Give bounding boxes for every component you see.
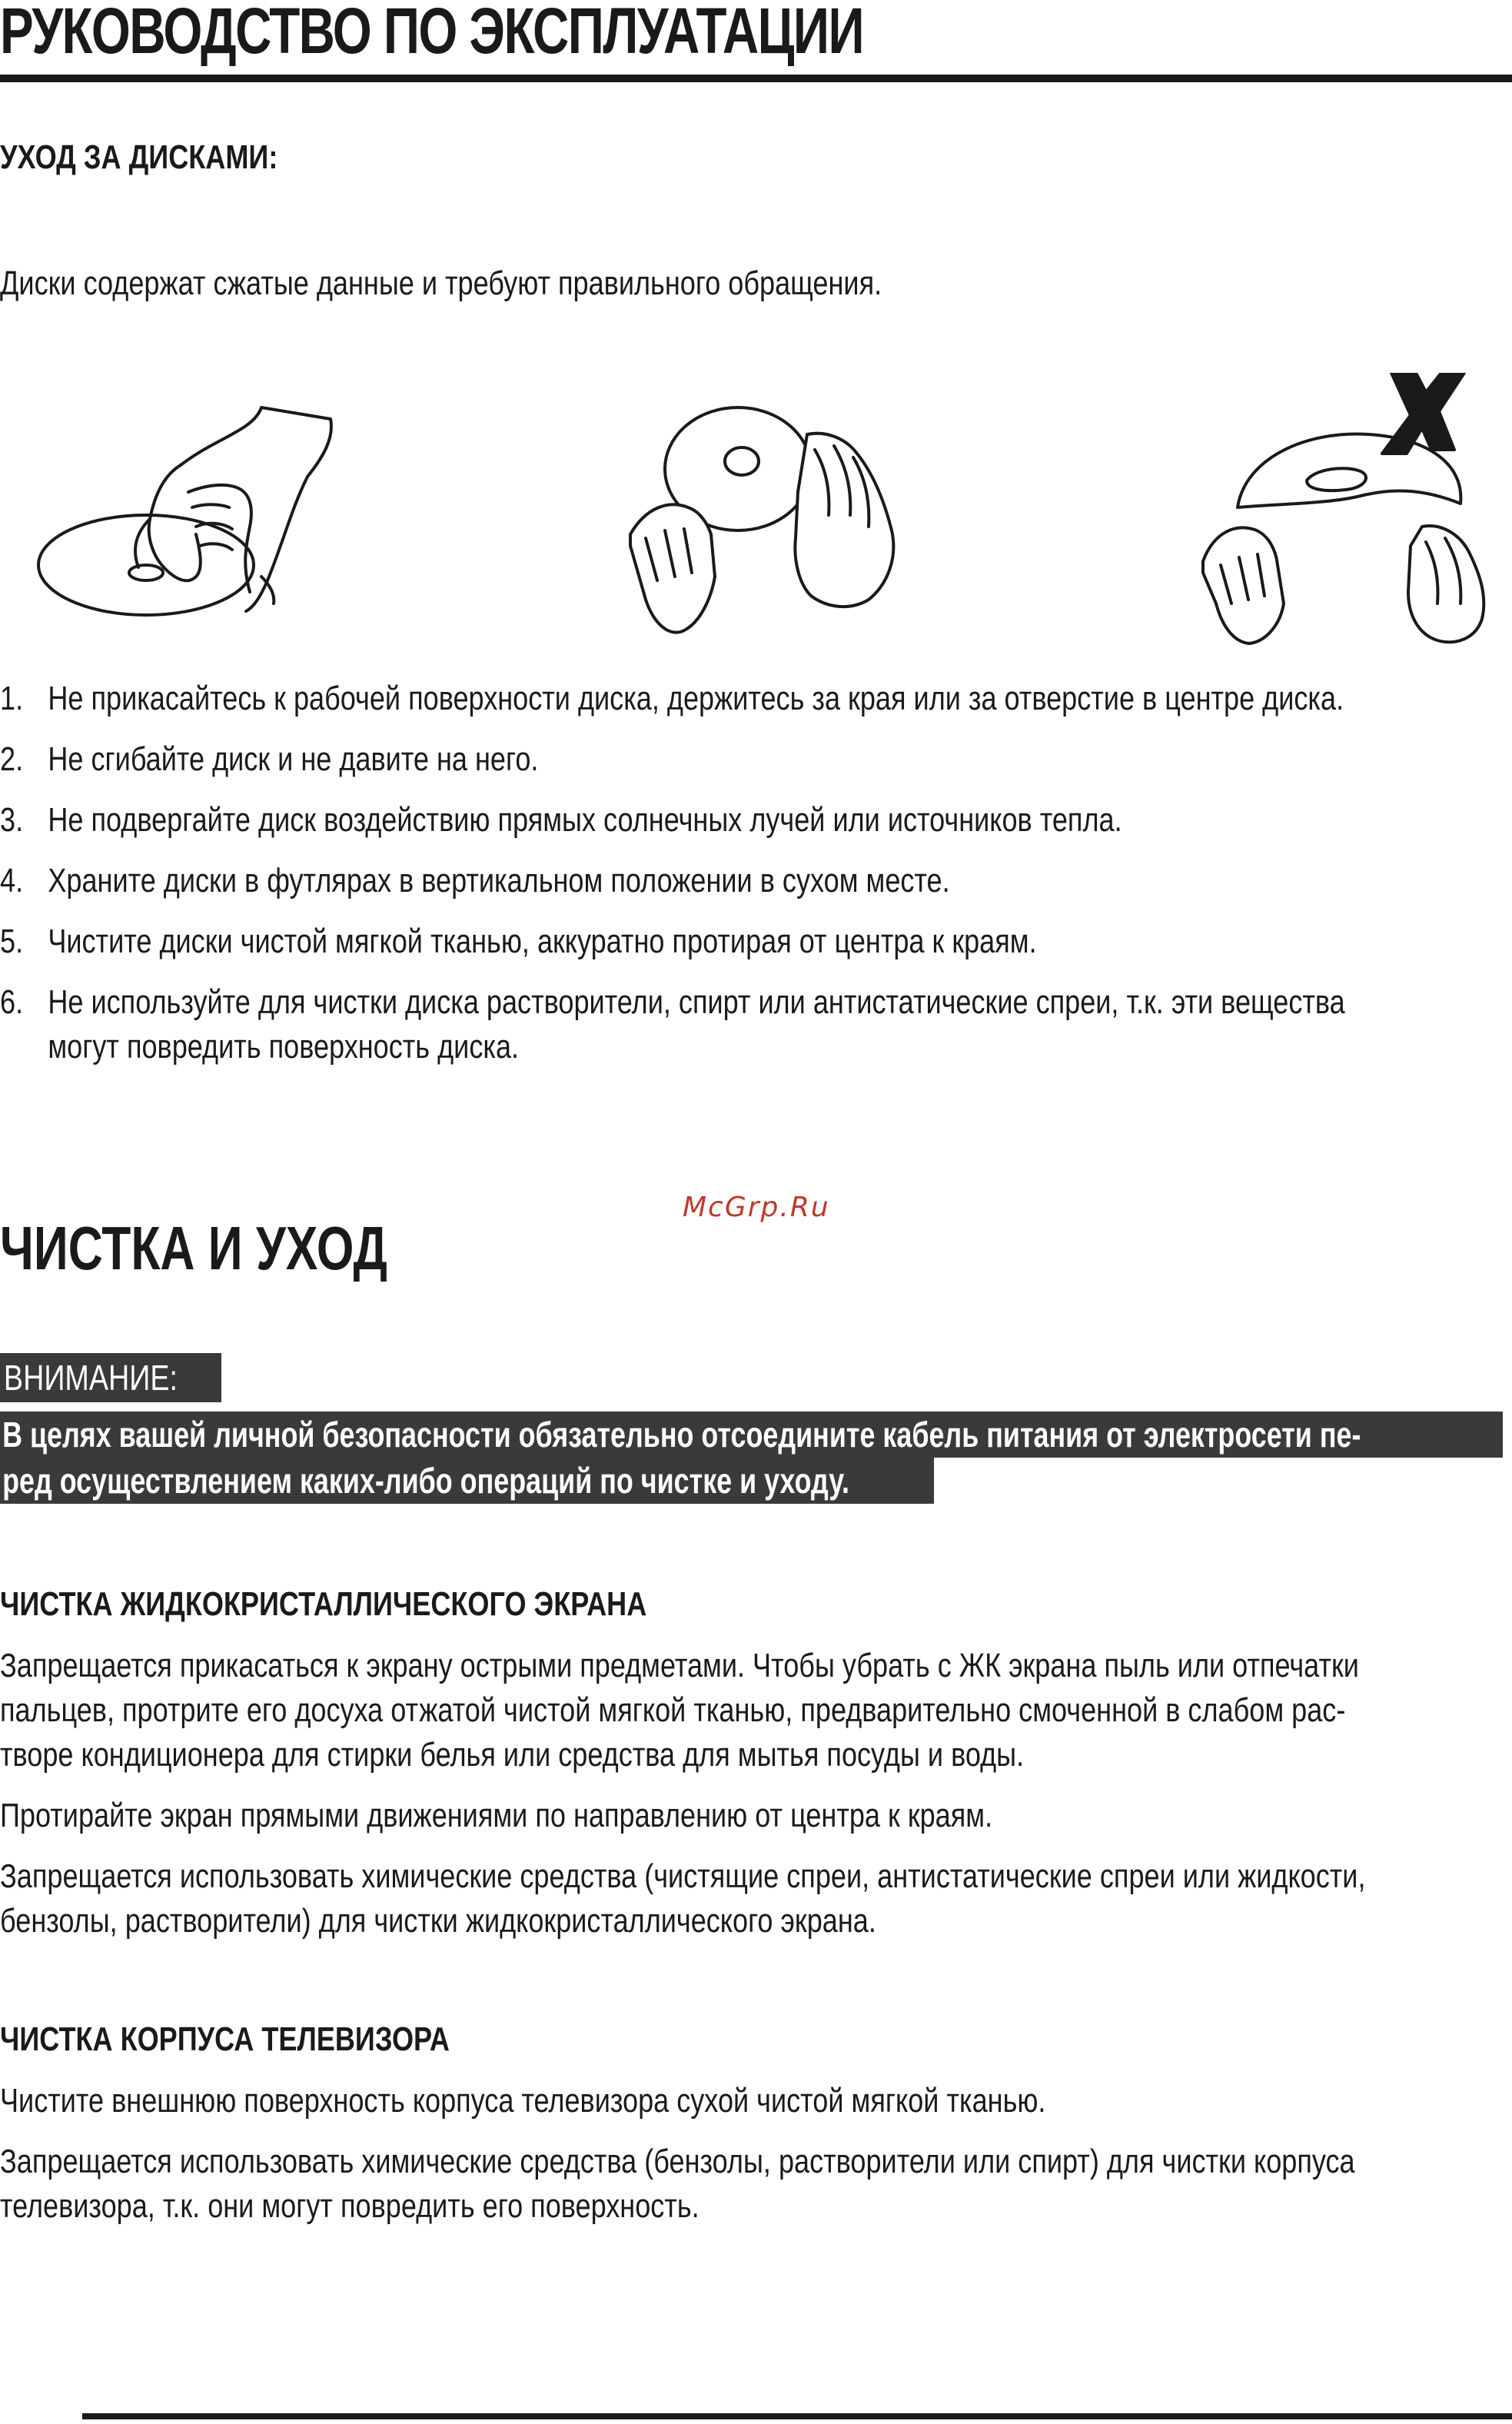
list-item-text: Не прикасайтесь к рабочей поверхности диска, держитесь за края или за отверстие в центре диска. [48,680,1344,717]
disc-care-heading: УХОД ЗА ДИСКАМИ: [0,138,278,176]
disc-care-rules [0,677,1512,1086]
list-item-text: Не подвергайте диск воздействию прямых солнечных лучей или источников тепла. [48,801,1122,839]
list-item-number: 6. [0,983,24,1021]
body-paragraph-line: телевизора, т.к. они могут повредить его поверхность. [0,2187,700,2225]
lcd-cleaning-heading: ЧИСТКА ЖИДКОКРИСТАЛЛИЧЕСКОГО ЭКРАНА [0,1585,647,1623]
attention-line-text: В целях вашей личной безопасности обязательно отсоедините кабель питания от электросети пе- [2,1415,1361,1455]
disc-care-intro: Диски содержат сжатые данные и требуют правильного обращения. [0,264,882,302]
lcd-paragraph-line: творе кондиционера для стирки белья или средства для мытья посуды и воды. [0,1736,1025,1774]
list-item [0,980,1512,1069]
footer-rule [82,2413,1512,2419]
list-item-text: могут повредить поверхность диска. [48,1028,520,1066]
list-item-number: 1. [0,680,24,717]
watermark: McGrp.Ru [683,1192,830,1223]
list-item [0,677,1512,721]
list-item [0,859,1512,903]
list-item-number: 5. [0,923,24,960]
attention-label [0,1353,221,1402]
body-paragraph-line: Чистите внешнюю поверхность корпуса телевизора сухой чистой мягкой тканью. [0,2082,1046,2120]
list-item-text: Храните диски в футлярах в вертикальном положении в сухом месте. [48,862,950,899]
body-paragraph-line: Запрещается использовать химические средства (бензолы, растворители или спирт) для чистки корпуса [0,2143,1355,2180]
title-rule [0,75,1512,82]
list-item [0,737,1512,782]
attention-line [0,1412,1503,1458]
lcd-paragraph-line: пальцев, протрите его досуха отжатой чистой мягкой тканью, предварительно смоченной в слабом рас- [0,1691,1346,1729]
list-item [0,919,1512,964]
list-item-text: Не используйте для чистки диска растворители, спирт или антистатические спреи, т.к. эти вещества [48,983,1345,1021]
list-item-number: 3. [0,801,24,839]
attention-line [0,1458,934,1504]
cleaning-section-title: ЧИСТКА И УХОД [0,1214,387,1282]
list-item [0,798,1512,843]
lcd-paragraph-line: бензолы, растворители) для чистки жидкокристаллического экрана. [0,1902,876,1940]
lcd-paragraph-line: Протирайте экран прямыми движениями по направлению от центра к краям. [0,1797,993,1834]
bending-disc-prohibited-icon [1191,373,1512,657]
hands-holding-disc-edges-icon [623,392,899,646]
hand-holding-disc-icon [31,392,354,646]
body-cleaning-heading: ЧИСТКА КОРПУСА ТЕЛЕВИЗОРА [0,2020,450,2058]
list-item-number: 4. [0,862,24,899]
attention-label-text: ВНИМАНИЕ: [3,1358,178,1398]
list-item-text: Чистите диски чистой мягкой тканью, аккуратно протирая от центра к краям. [48,923,1037,960]
lcd-paragraph-line: Запрещается прикасаться к экрану острыми предметами. Чтобы убрать с ЖК экрана пыль или отпечатки [0,1647,1359,1684]
page-title: РУКОВОДСТВО ПО ЭКСПЛУАТАЦИИ [0,0,863,67]
list-item-text: Не сгибайте диск и не давите на него. [48,740,539,778]
attention-line-text: ред осуществлением каких-либо операций по чистке и уходу. [2,1461,850,1501]
list-item-number: 2. [0,740,24,778]
lcd-paragraph-line: Запрещается использовать химические средства (чистящие спреи, антистатические спреи или жидкости, [0,1857,1366,1895]
